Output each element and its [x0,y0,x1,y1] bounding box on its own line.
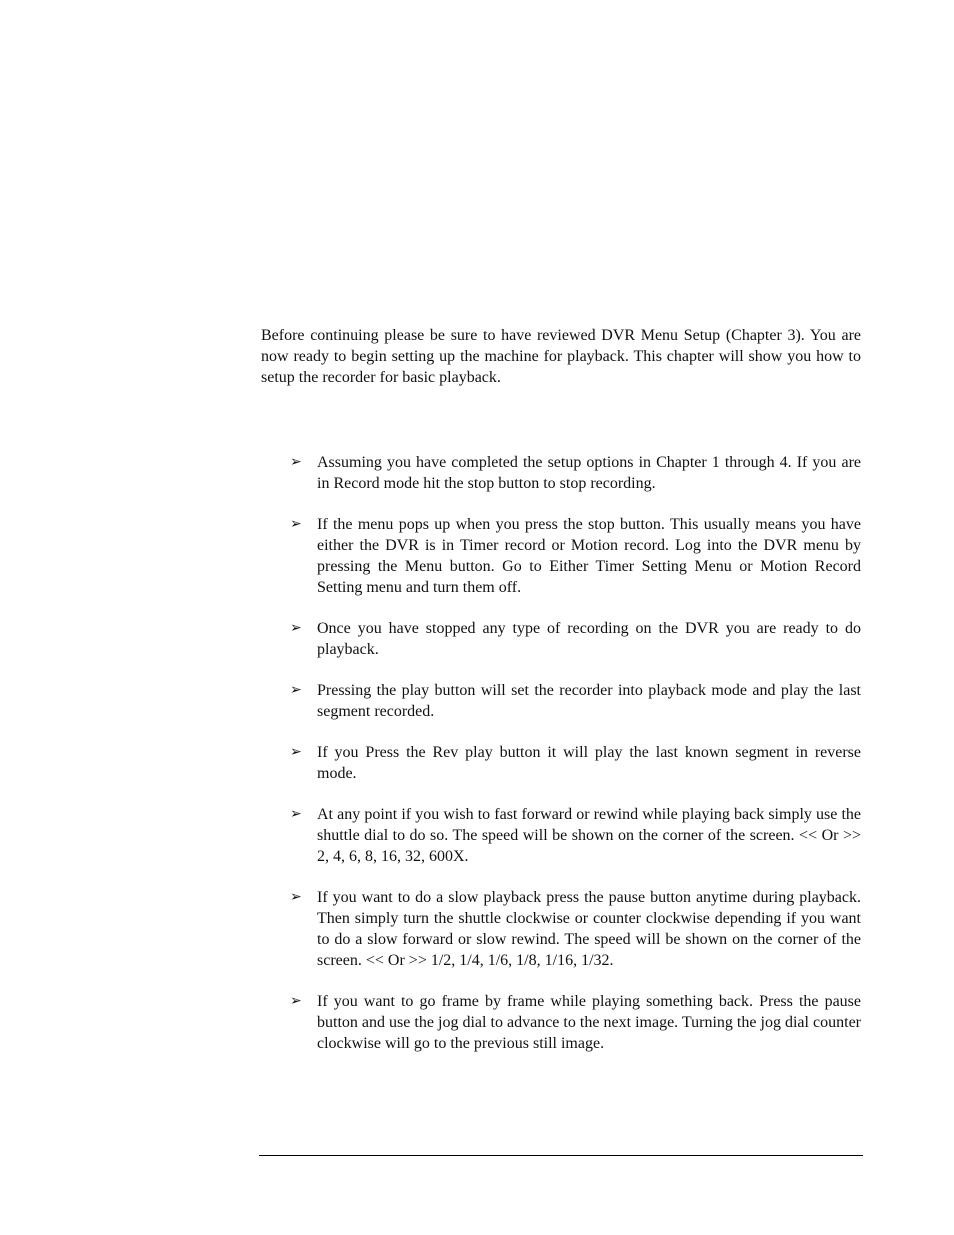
arrowhead-bullet-icon: ➢ [290,454,302,470]
intro-paragraph: Before continuing please be sure to have reviewed DVR Menu Setup (Chapter 3). You are now ready to begin setting up the machine for playback. This chapter will show you how to setup the recorder for basic playback. [261,327,861,386]
list-item [287,742,861,784]
list-item-text: If the menu pops up when you press the stop button. This usually means you have either the DVR is in Timer record or Motion record. Log into the DVR menu by pressing the Menu button. Go to Either Timer Setting Menu or Motion Record Setting menu and turn them off. [317,516,861,596]
list-item [287,618,861,660]
list-item-text: If you want to do a slow playback press the pause button anytime during playback. Then simply turn the shuttle clockwise or counter clockwise depending if you want to do a slow forward or slow rewind. The speed will be shown on the corner of the screen. << Or >> 1/2, 1/4, 1/6, 1/8, 1/16, 1/32. [317,889,861,969]
list-item [287,804,861,867]
list-item-text: Once you have stopped any type of recording on the DVR you are ready to do playback. [317,620,861,658]
arrowhead-bullet-icon: ➢ [290,806,302,822]
arrowhead-bullet-icon: ➢ [290,889,302,905]
list-item-text: If you want to go frame by frame while playing something back. Press the pause button and use the jog dial to advance to the next image. Turning the jog dial counter clockwise will go to the previous still image. [317,993,861,1052]
list-item [287,887,861,971]
list-item-text: Assuming you have completed the setup options in Chapter 1 through 4. If you are in Record mode hit the stop button to stop recording. [317,454,861,492]
arrowhead-bullet-icon: ➢ [290,744,302,760]
arrowhead-bullet-icon: ➢ [290,993,302,1009]
list-item-text: At any point if you wish to fast forward or rewind while playing back simply use the shuttle dial to do so. The speed will be shown on the corner of the screen. << Or >> 2, 4, 6, 8, 16, 32, 600X. [317,806,861,865]
list-item [287,991,861,1054]
arrowhead-bullet-icon: ➢ [290,620,302,636]
list-item-text: If you Press the Rev play button it will play the last known segment in reverse mode. [317,744,861,782]
arrowhead-bullet-icon: ➢ [290,516,302,532]
list-item-text: Pressing the play button will set the recorder into playback mode and play the last segment recorded. [317,682,861,720]
footer-divider [259,1155,863,1156]
arrowhead-bullet-icon: ➢ [290,682,302,698]
list-item [287,452,861,494]
list-item [287,514,861,598]
list-item [287,680,861,722]
playback-steps-list [287,452,861,1074]
